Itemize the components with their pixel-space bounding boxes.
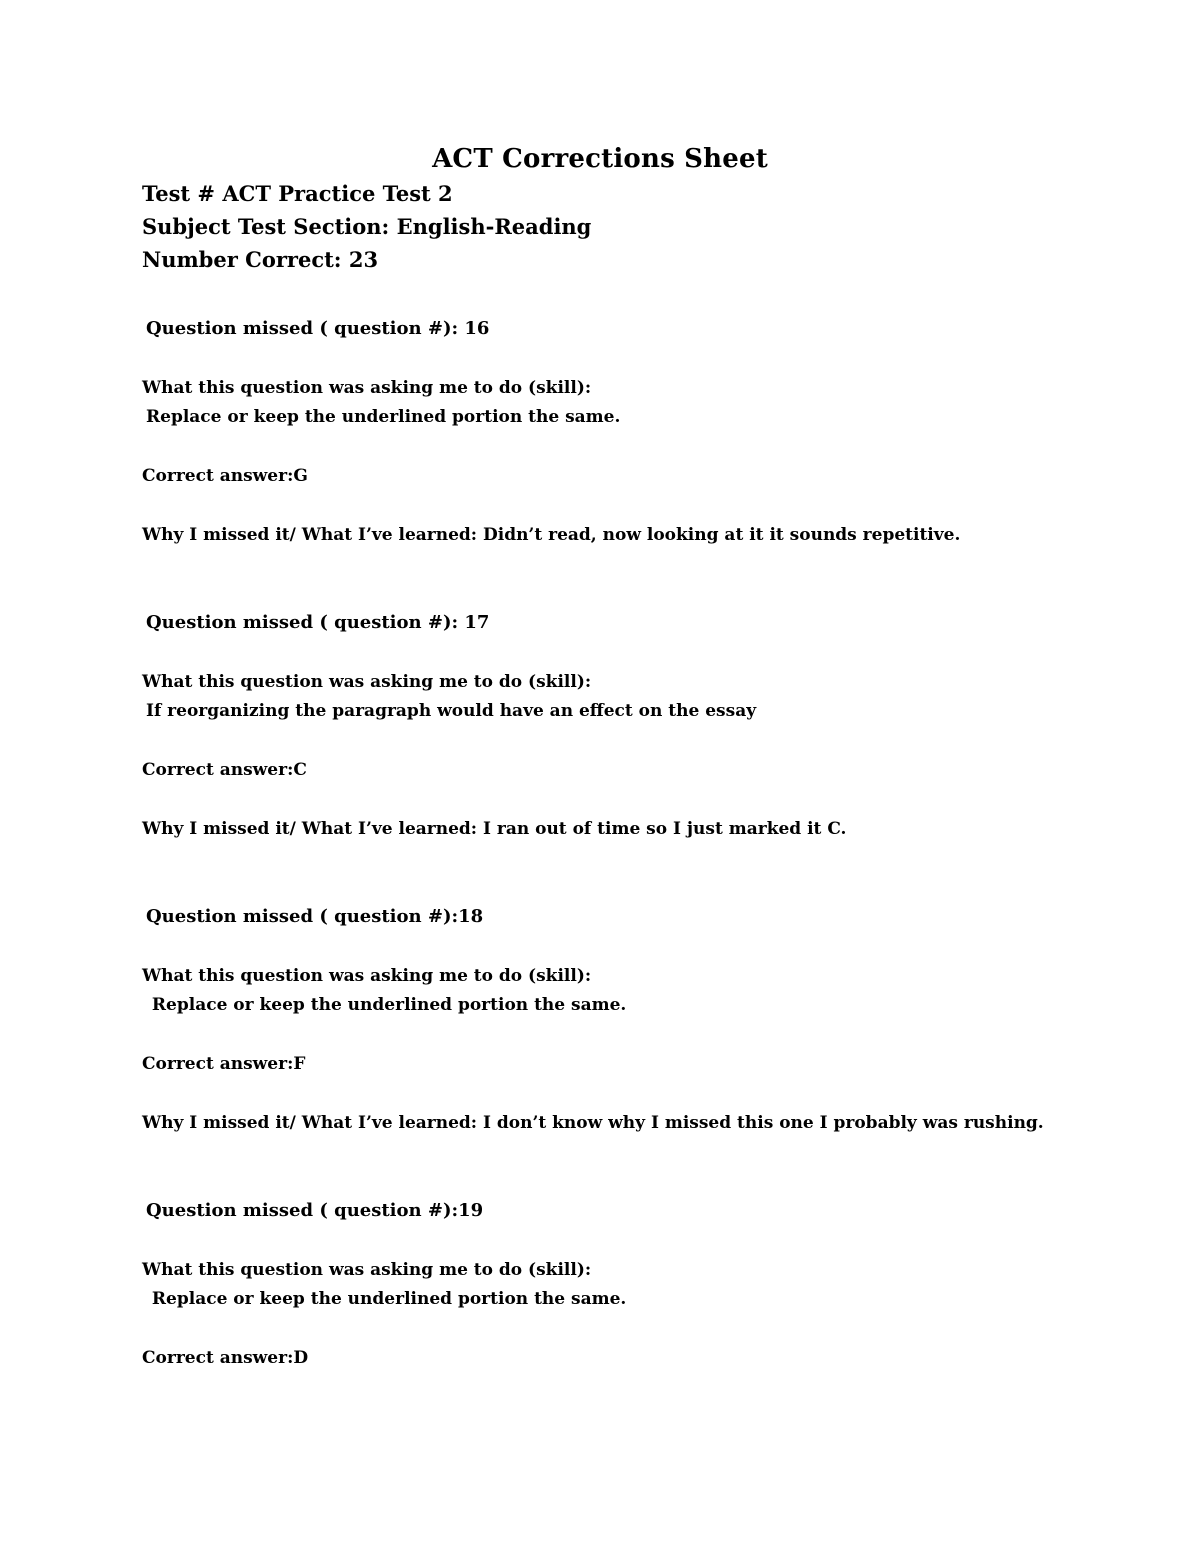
skill-value: Replace or keep the underlined portion the same. [146, 995, 627, 1015]
question-missed: Question missed ( question #): 16 [146, 318, 490, 339]
why-missed: Why I missed it/ What I’ve learned: Didn’t read, now looking at it it sounds repetitive. [142, 525, 961, 545]
skill-label: What this question was asking me to do (skill): [142, 1260, 592, 1280]
test-section: Subject Test Section: English-Reading [142, 214, 592, 239]
correction-entry [142, 610, 1102, 842]
skill-value: If reorganizing the paragraph would have an effect on the essay [146, 701, 757, 721]
why-missed: Why I missed it/ What I’ve learned: I ran out of time so I just marked it C. [142, 819, 847, 839]
correct-answer: Correct answer:G [142, 466, 308, 486]
correct-answer: Correct answer:D [142, 1348, 309, 1368]
skill-label: What this question was asking me to do (skill): [142, 672, 592, 692]
correction-entry [142, 1198, 1102, 1371]
question-missed: Question missed ( question #):18 [146, 906, 484, 927]
skill-label: What this question was asking me to do (skill): [142, 966, 592, 986]
correct-answer: Correct answer:C [142, 760, 307, 780]
test-number: Test # ACT Practice Test 2 [142, 181, 453, 206]
page-title: ACT Corrections Sheet [432, 144, 768, 174]
number-correct: Number Correct: 23 [142, 247, 379, 272]
correction-entry [142, 904, 1102, 1136]
skill-label: What this question was asking me to do (skill): [142, 378, 592, 398]
why-missed: Why I missed it/ What I’ve learned: I don’t know why I missed this one I probably was rushing. [142, 1113, 1044, 1133]
correction-entry [142, 316, 1102, 548]
correct-answer: Correct answer:F [142, 1054, 306, 1074]
question-missed: Question missed ( question #):19 [146, 1200, 484, 1221]
question-missed: Question missed ( question #): 17 [146, 612, 490, 633]
skill-value: Replace or keep the underlined portion the same. [146, 407, 621, 427]
skill-value: Replace or keep the underlined portion the same. [146, 1289, 627, 1309]
